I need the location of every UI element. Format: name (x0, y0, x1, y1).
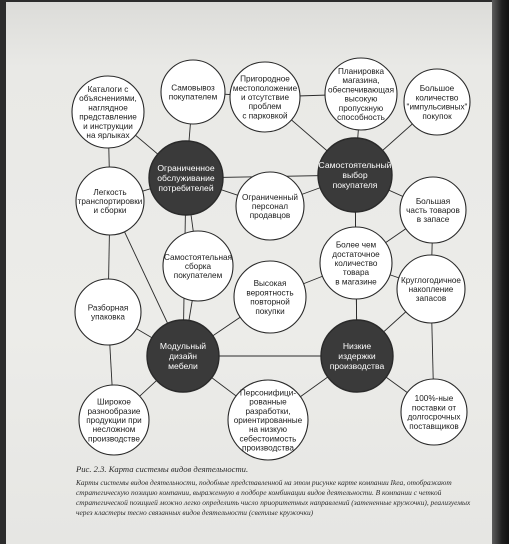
node-label-line: Низкие (342, 341, 372, 351)
node-label-line: поставки от (411, 403, 457, 413)
node-label-line: достаточное (332, 249, 380, 259)
node-label-line: обеспечивающая (327, 85, 395, 95)
node-label-line: производства (329, 361, 385, 371)
node-label-line: покупателем (173, 271, 223, 281)
node-label-enough-goods (332, 241, 380, 287)
node-label-self-pickup (169, 83, 218, 101)
cut-off-text (76, 533, 376, 542)
node-label-line: способность (337, 113, 385, 122)
node-label-line: обслуживание (157, 173, 215, 183)
node-label-line: несложном (92, 425, 136, 435)
node-label-line: сборка (184, 262, 212, 271)
node-label-line: покупателем (168, 92, 218, 102)
node-impulse (404, 69, 470, 135)
node-repeat (234, 261, 306, 333)
node-label-line: высокую (344, 94, 378, 104)
node-label-line: и отсутствие (240, 93, 290, 102)
node-suburban (230, 62, 300, 132)
node-label-line: производства (242, 443, 294, 453)
node-label-line: магазина, (342, 76, 380, 86)
node-enough-goods (320, 227, 392, 299)
node-label-line: Ограниченный (242, 192, 298, 202)
node-limited-service (149, 141, 223, 215)
node-label-line: Самовывоз (171, 83, 215, 93)
node-self-selection (318, 138, 392, 212)
node-label-line: разработки, (245, 406, 291, 416)
node-label-line: Круглогодичное (401, 275, 461, 285)
node-stock (400, 177, 466, 243)
node-label-line: Самостоятельный (318, 160, 392, 170)
node-label-line: мебели (168, 361, 198, 371)
node-label-line: персонал (251, 202, 289, 211)
node-label-line: Высокая (253, 279, 287, 289)
node-label-line: упаковка (91, 312, 125, 322)
node-label-line: Персонифици- (239, 388, 297, 398)
node-year-round (397, 255, 465, 323)
node-label-line: Разборная (87, 303, 129, 313)
node-label-line: разнообразие (87, 406, 141, 416)
node-label-line: вероятность (246, 288, 294, 298)
node-personalized (228, 380, 308, 460)
node-label-line: на низкую (248, 425, 288, 435)
node-label-suppliers (407, 394, 460, 431)
node-label-line: проблем (248, 102, 282, 112)
node-label-line: Планировка (337, 67, 385, 76)
node-label-line: Большое (419, 84, 455, 94)
node-label-line: выбор (342, 170, 368, 180)
node-label-line: пропускную (338, 103, 384, 113)
node-label-line: Широкое (97, 397, 131, 407)
node-easy-transport (76, 167, 144, 235)
activity-nodes (72, 58, 470, 460)
node-low-cost (321, 320, 393, 392)
node-label-limited-service (157, 163, 215, 193)
node-catalogs (72, 76, 144, 148)
node-label-line: Легкость (93, 187, 127, 197)
node-label-line: количество (334, 259, 378, 268)
node-label-line: дизайн (168, 351, 198, 361)
node-label-line: объяснениями, (79, 94, 137, 104)
node-label-flat-pack (88, 303, 129, 321)
node-modular (147, 320, 219, 392)
caption-title: Рис. 2.3. Карта системы видов деятельности. (76, 464, 249, 474)
node-label-line: Ограниченное (157, 163, 215, 173)
node-label-line: продавцов (249, 211, 291, 221)
node-label-line: в магазине (335, 277, 377, 287)
node-label-line: "импульсивных" (406, 102, 468, 112)
node-label-line: повторной (250, 297, 290, 307)
node-flat-pack (75, 279, 141, 345)
node-label-line: местоположение (232, 83, 298, 93)
node-label-line: Более чем (335, 240, 377, 250)
node-label-line: транспортировки (77, 197, 143, 206)
node-suppliers (401, 379, 467, 445)
node-label-line: в запасе (416, 215, 450, 225)
node-label-line: потребителей (158, 183, 214, 193)
node-label-line: издержки (338, 351, 376, 361)
node-label-line: 100%-ные (414, 394, 454, 404)
node-label-line: товара (342, 268, 370, 278)
node-label-line: часть товаров (406, 206, 460, 215)
node-label-line: с парковкой (242, 111, 288, 121)
node-label-line: себестоимость (239, 434, 297, 444)
node-self-pickup (161, 60, 225, 124)
node-label-line: накопление (408, 285, 454, 294)
node-limited-staff (236, 172, 304, 240)
node-label-line: на ярлыках (86, 131, 130, 140)
node-label-line: и инструкции (83, 121, 133, 131)
node-label-line: поставщиков (409, 421, 459, 431)
figure-caption (76, 464, 476, 518)
node-label-line: продукции при (86, 416, 142, 425)
node-label-line: Модульный (159, 341, 207, 351)
node-label-line: количество (415, 93, 459, 103)
node-label-line: производстве (88, 434, 140, 444)
node-label-line: покупки (255, 306, 285, 316)
node-self-assembly (163, 231, 233, 301)
node-label-line: и сборки (93, 206, 127, 216)
node-variety (79, 385, 149, 455)
node-label-line: Каталоги с (87, 85, 129, 94)
node-label-line: покупателя (332, 180, 378, 190)
node-label-line: рованные (249, 397, 287, 407)
node-label-line: покупок (422, 111, 452, 121)
node-label-line: ориентированные (233, 416, 303, 425)
node-label-line: Пригородное (240, 74, 290, 84)
node-label-line: представление (79, 112, 137, 122)
node-label-line: запасов (415, 294, 447, 304)
node-store-layout (325, 58, 397, 130)
node-label-line: Большая (415, 196, 451, 206)
node-label-line: долгосрочных (407, 412, 461, 422)
node-label-line: наглядное (88, 103, 128, 113)
caption-body: Карты системы видов деятельности, подобные представленной на этом рисунке карте компании Ikea, отображают стратегическую позицию компании, выраженную в подборе комбинации видов деятельности. В компании с четкой стратегической позицией можно легко определить число приоритетных направлений (затененные кружочки), реализуемых через кластеры тесно связанных видов деятельности (светлые кружочки) (76, 478, 471, 517)
node-label-catalogs (79, 85, 137, 140)
node-label-line: Самостоятельная (164, 252, 232, 262)
